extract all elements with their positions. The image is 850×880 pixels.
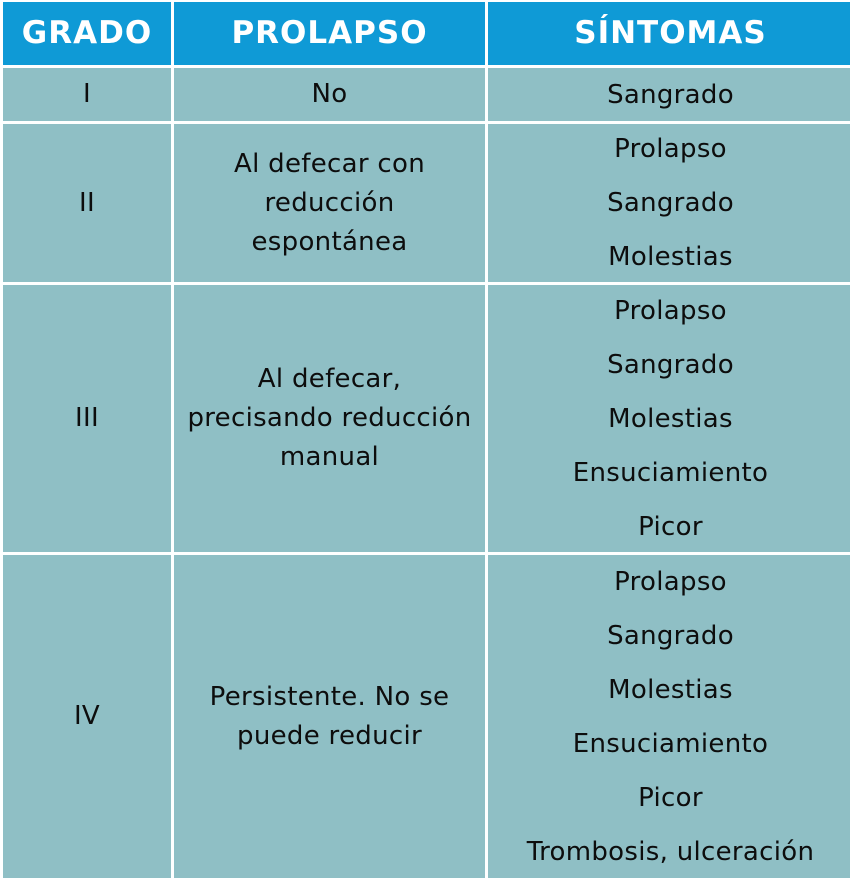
header-prolapso: PROLAPSO: [174, 2, 485, 65]
row-1-prolapso: No: [174, 68, 485, 121]
row-4-prolapso: [174, 555, 485, 878]
row-2-sintomas: [488, 124, 850, 282]
symptom-item: Prolapso: [614, 566, 727, 597]
symptom-item: Molestias: [608, 242, 733, 272]
symptom-item: Ensuciamiento: [572, 728, 769, 759]
row-4-grado: IV: [3, 555, 171, 878]
row-1-grado: I: [3, 68, 171, 121]
row-2-grado: II: [3, 124, 171, 282]
row-4-sintomas: [488, 555, 850, 878]
row-3-sintomas: [488, 285, 850, 552]
symptom-item: Sangrado: [607, 188, 734, 218]
row-3-grado: III: [3, 285, 171, 552]
symptom-item: Molestias: [608, 674, 733, 705]
symptom-item: Trombosis, ulceración: [526, 836, 815, 867]
symptom-item: Sangrado: [607, 79, 734, 110]
symptom-item: Picor: [638, 511, 703, 542]
symptom-item: Ensuciamiento: [572, 457, 769, 488]
row-4-prolapso-text: Persistente. No se puede reducir: [209, 681, 450, 751]
symptom-item: Molestias: [608, 403, 733, 434]
row-2-prolapso-text: Al defecar con reducción espontánea: [234, 148, 425, 257]
header-grado: GRADO: [3, 2, 171, 65]
symptom-item: Sangrado: [607, 349, 734, 380]
header-sintomas: SÍNTOMAS: [488, 2, 850, 65]
row-3-prolapso: [174, 285, 485, 552]
symptom-item: Picor: [638, 782, 703, 813]
symptom-item: Sangrado: [607, 620, 734, 651]
row-1-sintomas: [488, 68, 850, 121]
symptom-item: Prolapso: [614, 134, 727, 164]
row-2-prolapso: [174, 124, 485, 282]
symptom-item: Prolapso: [614, 295, 727, 326]
row-3-prolapso-text: Al defecar, precisando reducción manual: [187, 364, 472, 472]
